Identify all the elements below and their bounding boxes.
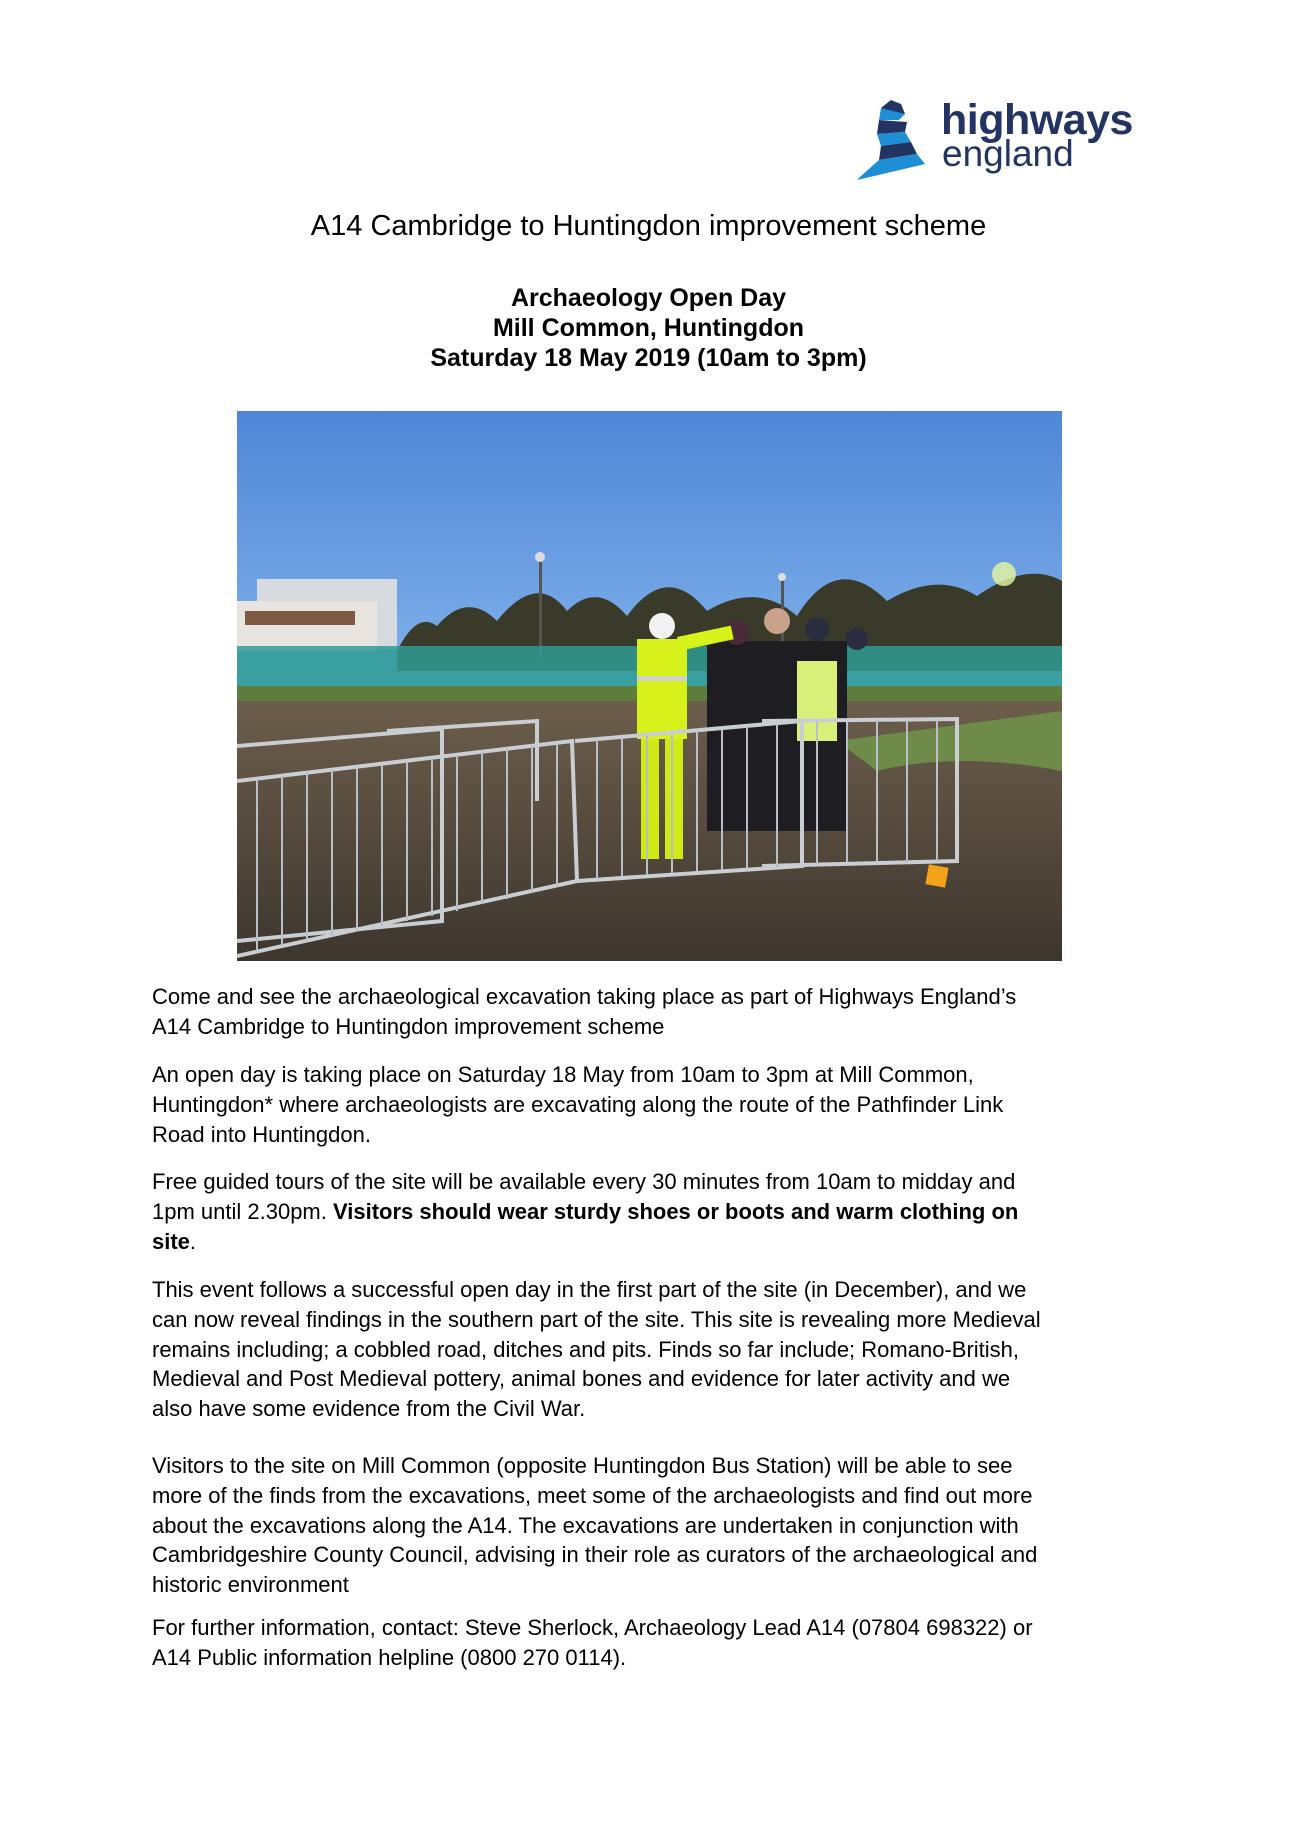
findings-paragraph [152,1275,1041,1424]
highways-england-logo [855,96,1133,182]
tour-times-text: 1pm until 2.30pm. [152,1198,333,1224]
scheme-title: A14 Cambridge to Huntingdon improvement scheme [310,210,987,242]
text-line: historic environment [152,1572,349,1598]
text-line: remains including; a cobbled road, ditches and pits. Finds so far include; Romano-British, [152,1336,1020,1362]
open-day-paragraph [152,1060,1003,1149]
highways-england-ribbon-icon [855,98,939,182]
text-line: Free guided tours of the site will be available every 30 minutes from 10am to midday and [152,1169,1016,1194]
text-line: This event follows a successful open day in the first part of the site (in December), and we [152,1277,1027,1302]
text-line: Huntingdon* where archaeologists are excavating along the route of the Pathfinder Link [152,1091,1004,1117]
clothing-advice-text-end: site [152,1228,190,1254]
event-location: Mill Common, Huntingdon [492,314,805,342]
text-line: Visitors to the site on Mill Common (opposite Huntingdon Bus Station) will be able to see [152,1453,1013,1478]
text-line: about the excavations along the A14. The excavations are undertaken in conjunction with [152,1512,1019,1538]
text-line: A14 Cambridge to Huntingdon improvement scheme [152,1013,665,1039]
text-line: can now reveal findings in the southern part of the site. This site is revealing more Medieval [152,1306,1041,1332]
event-header [0,283,1297,373]
text-line: An open day is taking place on Saturday 18 May from 10am to 3pm at Mill Common, [152,1062,974,1087]
visitors-paragraph [152,1451,1037,1600]
logo-word-highways: highways [941,96,1133,144]
text-line: Road into Huntingdon. [152,1121,371,1147]
text-line: Medieval and Post Medieval pottery, animal bones and evidence for later activity and we [152,1366,1011,1392]
clothing-advice-text: Visitors should wear sturdy shoes or boots and warm clothing on [332,1198,1019,1224]
text-line: For further information, contact: Steve Sherlock, Archaeology Lead A14 (07804 698322) or [152,1615,1033,1640]
event-date-time: Saturday 18 May 2019 (10am to 3pm) [430,344,867,372]
text-line: also have some evidence from the Civil War. [152,1396,586,1422]
logo-word-england: england [942,133,1074,174]
excavation-photo [237,411,1062,961]
period-text: . [189,1228,197,1254]
text-line [152,1197,1018,1227]
event-title: Archaeology Open Day [510,284,787,312]
text-line: Come and see the archaeological excavation taking place as part of Highways England’s [152,984,1017,1009]
intro-paragraph [152,982,1016,1042]
contact-paragraph [152,1613,1033,1673]
text-line: more of the finds from the excavations, meet some of the archaeologists and find out more [152,1482,1033,1508]
text-line: Cambridgeshire County Council, advising in their role as curators of the archaeological and [152,1542,1038,1568]
text-line: A14 Public information helpline (0800 270 0114). [152,1644,627,1670]
text-line [152,1227,1018,1257]
excavation-scene-image [237,411,1062,961]
guided-tours-paragraph [152,1167,1018,1256]
